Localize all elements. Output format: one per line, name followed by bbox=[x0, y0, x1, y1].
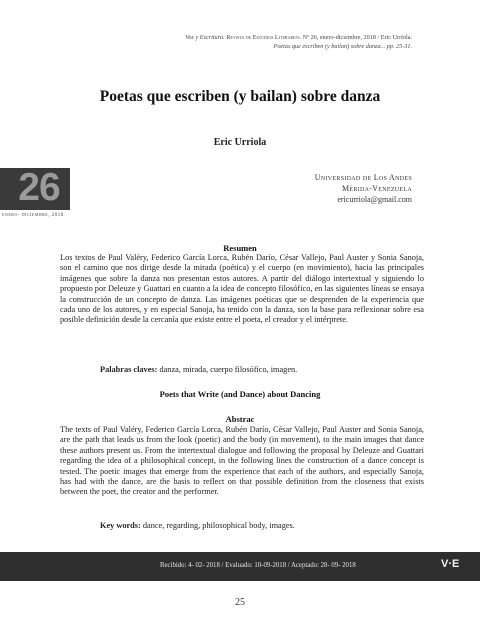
keywords-value-en: dance, regarding, philosophical body, images. bbox=[142, 521, 295, 530]
abstract-keywords bbox=[100, 521, 295, 530]
location: Mérida-Venezuela bbox=[341, 184, 412, 193]
email: ericurriola@gmail.com bbox=[337, 195, 412, 204]
resumen-keywords bbox=[100, 365, 297, 374]
abstract-text: The texts of Paul Valéry, Federico García Lorca, Rubén Darío, César Vallejo, Paul Auster and Sonia Sanoja, are the path that leads us from the look (poetic) and the body (in movement), to the main images that dance these authors present us. From the intertextual dialogue and following the proposal by Deleuze and Guattari regarding the idea of a philosophical concept, in the following lines the construction of a dance concept is tested. The poetic images that emerge from the experience that each of the authors, and especially Sanoja, has had with the dance, are the basis to reflect on that possible definition from the closeness that exists between the poet, the creator and the performer. bbox=[60, 425, 424, 497]
issue-info: Nº 26, enero-diciembre, 2018 / Eric Urriola. bbox=[302, 34, 412, 41]
issue-number: 26 bbox=[18, 166, 60, 209]
keywords-value: danza, mirada, cuerpo filosófico, imagen. bbox=[159, 365, 298, 374]
keywords-label-en: Key words: bbox=[100, 521, 141, 530]
journal-subtitle: Revista de Estudios Literarios. bbox=[226, 34, 302, 41]
affiliation bbox=[315, 172, 412, 205]
running-header bbox=[60, 33, 412, 51]
page-number: 25 bbox=[235, 597, 245, 608]
journal-logo: V·E bbox=[441, 558, 460, 570]
issue-date: enero- diciembre, 2018 bbox=[2, 213, 64, 218]
journal-name: Voz y Escritura. bbox=[185, 34, 225, 41]
resumen-text: Los textos de Paul Valéry, Federico García Lorca, Rubén Darío, César Vallejo, Paul Auster y Sonia Sanoja, son el camino que nos dirige desde la mirada (poética) y el cuerpo (en movimiento), hacia las principales imágenes que sobre la danza nos presentan estos autores. A partir del diálogo intertextual y siguiendo lo propuesto por Deleuze y Guattari en cuanto a la idea de concepto filosófico, en las siguientes líneas se ensaya la construcción de un concepto de danza. Las imágenes poéticas que se desprenden de la experiencia que cada uno de los autores, y en especial Sanoja, ha tenido con la danza, son la base para reflexionar sobre esa posible definición desde la cercanía que existe entre el poeta, el creador y el intérprete. bbox=[60, 253, 424, 325]
abstract-heading: Abstrac bbox=[225, 414, 255, 424]
header-line-2: Poetas que escriben (y bailan) sobre danza... pp. 25-31. bbox=[273, 43, 412, 50]
english-title: Poets that Write (and Dance) about Dancing bbox=[159, 389, 321, 399]
university: Universidad de Los Andes bbox=[314, 173, 412, 182]
resumen-heading: Resumen bbox=[223, 243, 257, 253]
submission-dates: Recibido: 4- 02- 2018 / Evaluado: 10-09-2018 / Aceptado: 28- 09- 2018 bbox=[160, 562, 356, 569]
header-line-1 bbox=[60, 33, 412, 42]
article-title: Poetas que escriben (y bailan) sobre danza bbox=[99, 88, 381, 105]
keywords-label: Palabras claves: bbox=[100, 365, 158, 374]
author-name: Eric Urriola bbox=[213, 137, 267, 148]
